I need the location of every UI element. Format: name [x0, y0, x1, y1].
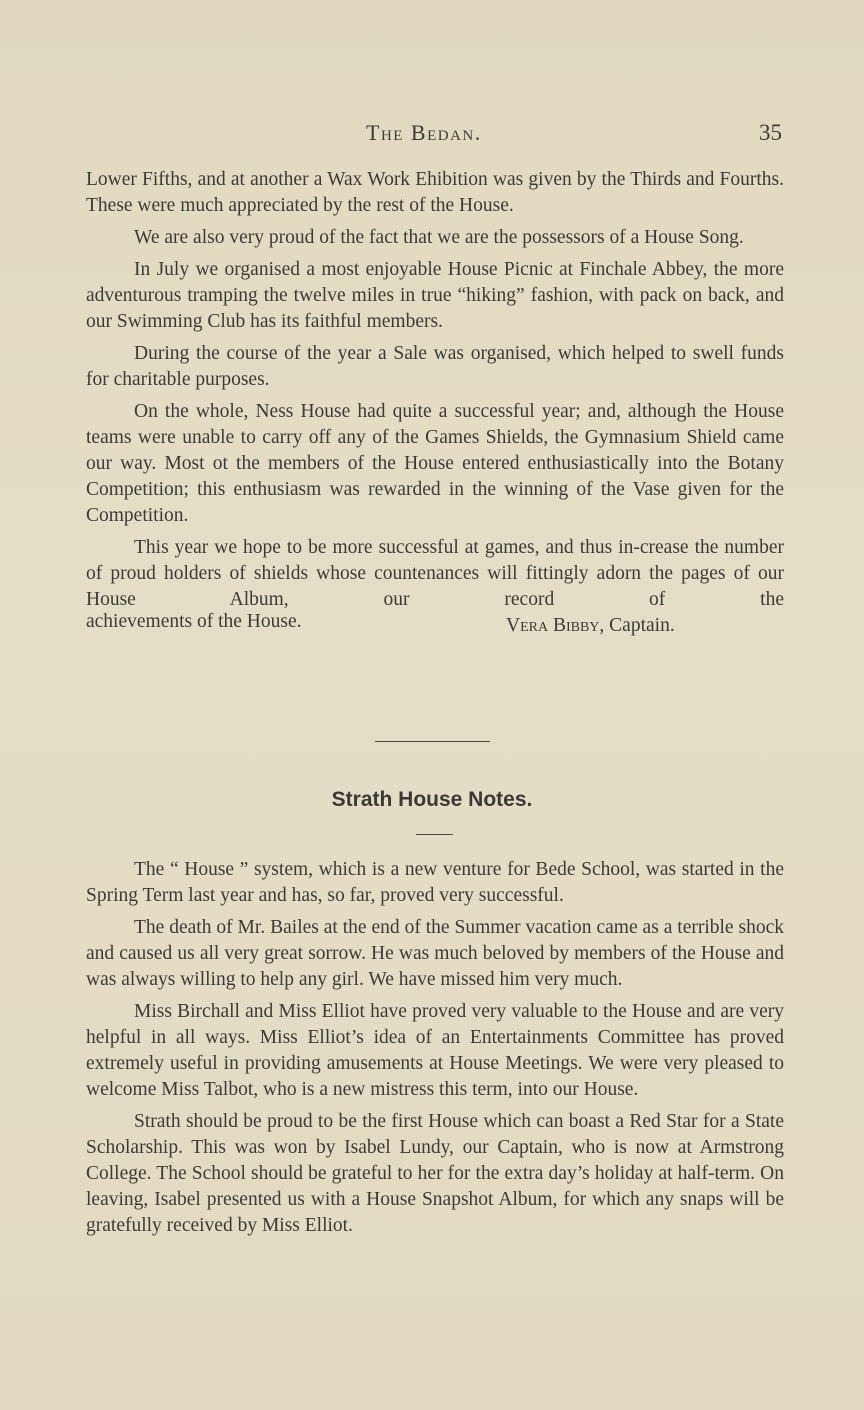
signature-row — [86, 609, 784, 635]
section-divider — [375, 741, 490, 742]
page-header — [0, 120, 864, 150]
running-title: The Bedan. — [366, 120, 482, 145]
signature-name: Vera Bibby, — [506, 615, 605, 636]
signature-title: Captain. — [609, 615, 675, 636]
strath-house-notes — [86, 857, 784, 1245]
paragraph: The “ House ” system, which is a new venture for Bede School, was started in the Spring Term last year and has, so far, proved very successful. — [86, 859, 784, 906]
page-number: 35 — [759, 120, 782, 145]
paragraph: The death of Mr. Bailes at the end of the Summer vacation came as a terrible shock and caused us all very great sorrow. He was much beloved by members of the House and was always willing to help any girl. We have missed him very much. — [86, 917, 784, 990]
paragraph: We are also very proud of the fact that we are the possessors of a House Song. — [134, 227, 744, 248]
ness-house-notes-continuation — [86, 167, 784, 635]
paragraph: Lower Fifths, and at another a Wax Work Ehibition was given by the Thirds and Fourths. These were much appreciated by the rest of the House. — [86, 169, 784, 216]
paragraph: Strath should be proud to be the first House which can boast a Red Star for a State Scholarship. This was won by Isabel Lundy, our Captain, who is now at Armstrong College. The School should be grateful to her for the extra day’s holiday at half-term. On leaving, Isabel presented us with a House Snapshot Album, for which any snaps will be gratefully received by Miss Elliot. — [86, 1111, 784, 1236]
paragraph: Miss Birchall and Miss Elliot have proved very valuable to the House and are very helpful in all ways. Miss Elliot’s idea of an Entertainments Committee has proved extremely useful in providing amusements at House Meetings. We were very pleased to welcome Miss Talbot, who is a new mistress this term, into our House. — [86, 1001, 784, 1100]
signature — [506, 613, 675, 639]
closing-line: achievements of the House. — [86, 611, 302, 632]
section-heading: Strath House Notes. — [331, 788, 533, 811]
paragraph: This year we hope to be more successful at games, and thus in-crease the number of proud holders of shields whose countenances will fittingly adorn the pages of our House Album, our record of the — [86, 537, 784, 610]
paragraph: In July we organised a most enjoyable House Picnic at Finchale Abbey, the more adventurous tramping the twelve miles in true “hiking” fashion, with pack on back, and our Swimming Club has its faithful members. — [86, 259, 784, 332]
paragraph: On the whole, Ness House had quite a successful year; and, although the House teams were unable to carry off any of the Games Shields, the Gymnasium Shield came our way. Most ot the members of the House entered enthusiastically into the Botany Competition; this enthusiasm was rewarded in the winning of the Vase given for the Competition. — [86, 401, 784, 526]
paragraph: During the course of the year a Sale was organised, which helped to swell funds for charitable purposes. — [86, 343, 784, 390]
heading-rule — [416, 834, 453, 835]
